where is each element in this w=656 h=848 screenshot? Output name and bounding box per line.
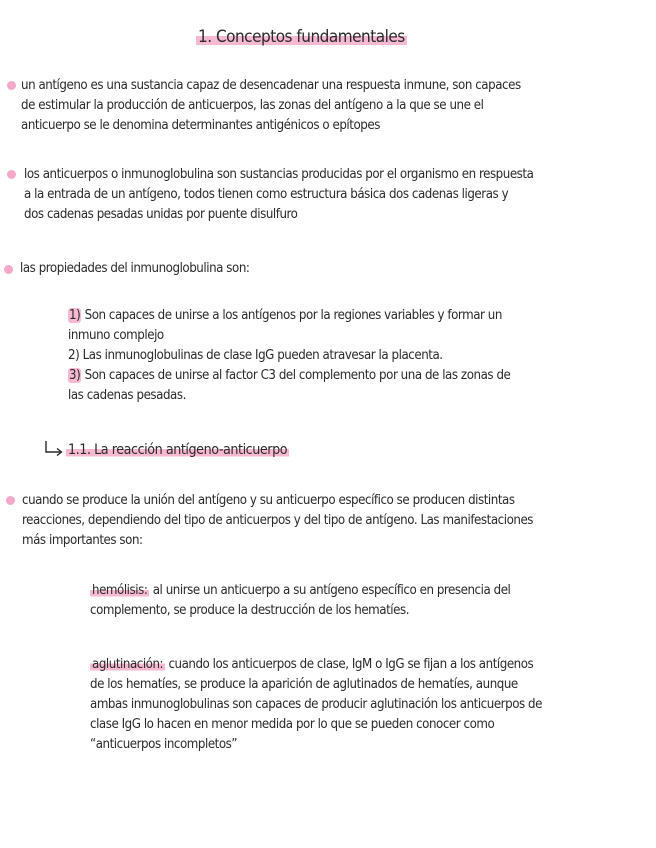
section-subheading-text: 1.1. La reacción antígeno-anticuerpo — [68, 442, 288, 458]
list-number: 3) — [69, 368, 81, 383]
definition-line — [90, 581, 510, 601]
bullet-point — [4, 265, 13, 274]
term-aglutinacion: aglutinación: — [92, 657, 164, 672]
definition-line: “anticuerpos incompletos” — [90, 737, 238, 752]
aglutinacion-block — [90, 655, 542, 755]
paragraph-propiedades — [20, 259, 249, 279]
bullet-point — [7, 170, 16, 179]
list-item-text: Las inmunoglobulinas de clase IgG pueden atravesar la placenta. — [82, 348, 443, 363]
properties-list — [68, 306, 510, 406]
list-item — [68, 366, 510, 386]
definition-line — [90, 655, 542, 675]
list-item-continuation: las cadenas pesadas. — [68, 388, 186, 403]
paragraph-line: anticuerpo se le denomina determinantes antigénicos o epítopes — [21, 118, 380, 133]
paragraph-line: más importantes son: — [22, 533, 143, 548]
list-item-text: Son capaces de unirse al factor C3 del complemento por una de las zonas de — [84, 368, 511, 383]
list-item-text: Son capaces de unirse a los antígenos por la regiones variables y formar un — [84, 308, 502, 323]
paragraph-line: un antígeno es una sustancia capaz de desencadenar una respuesta inmune, son capaces — [21, 78, 521, 93]
paragraph-anticuerpos — [24, 165, 533, 225]
paragraph-line: dos cadenas pesadas unidas por puente disulfuro — [24, 207, 298, 222]
definition-line: de los hematíes, se produce la aparición de aglutinados de hematíes, aunque — [90, 677, 518, 692]
bullet-point — [6, 496, 15, 505]
arrow-icon — [44, 440, 64, 456]
list-number: 1) — [69, 308, 81, 323]
paragraph-line: a la entrada de un antígeno, todos tienen como estructura básica dos cadenas ligeras y — [24, 187, 509, 202]
page-title-text: 1. Conceptos fundamentales — [198, 27, 405, 47]
definition-line: complemento, se produce la destrucción de los hematíes. — [90, 603, 410, 618]
paragraph-line: los anticuerpos o inmunoglobulina son sustancias producidas por el organismo en respuesta — [24, 167, 534, 182]
paragraph-line: cuando se produce la unión del antígeno y su anticuerpo específico se producen distintas — [22, 493, 515, 508]
list-item-continuation: inmuno complejo — [68, 328, 164, 343]
paragraph-line: las propiedades del inmunoglobulina son: — [20, 261, 250, 276]
definition-text: al unirse un anticuerpo a su antígeno específico en presencia del — [152, 583, 511, 598]
section-subheading — [66, 442, 289, 458]
list-number: 2) — [68, 348, 80, 363]
term-hemolisis: hemólisis: — [92, 583, 148, 598]
paragraph-antigeno — [21, 76, 521, 136]
page-title — [196, 27, 407, 47]
list-item — [68, 306, 510, 326]
paragraph-line: reacciones, dependiendo del tipo de anticuerpos y del tipo de antígeno. Las manifestaciones — [22, 513, 534, 528]
definition-line: ambas inmunoglobulinas son capaces de producir aglutinación los anticuerpos de — [90, 697, 542, 712]
paragraph-reaccion — [22, 491, 533, 551]
paragraph-line: de estimular la producción de anticuerpos, las zonas del antígeno a la que se une el — [21, 98, 484, 113]
hemolisis-block — [90, 581, 510, 621]
list-item — [68, 346, 510, 366]
bullet-point — [7, 81, 16, 90]
definition-line: clase IgG lo hacen en menor medida por lo que se pueden conocer como — [90, 717, 495, 732]
definition-text: cuando los anticuerpos de clase, IgM o IgG se fijan a los antígenos — [168, 657, 534, 672]
